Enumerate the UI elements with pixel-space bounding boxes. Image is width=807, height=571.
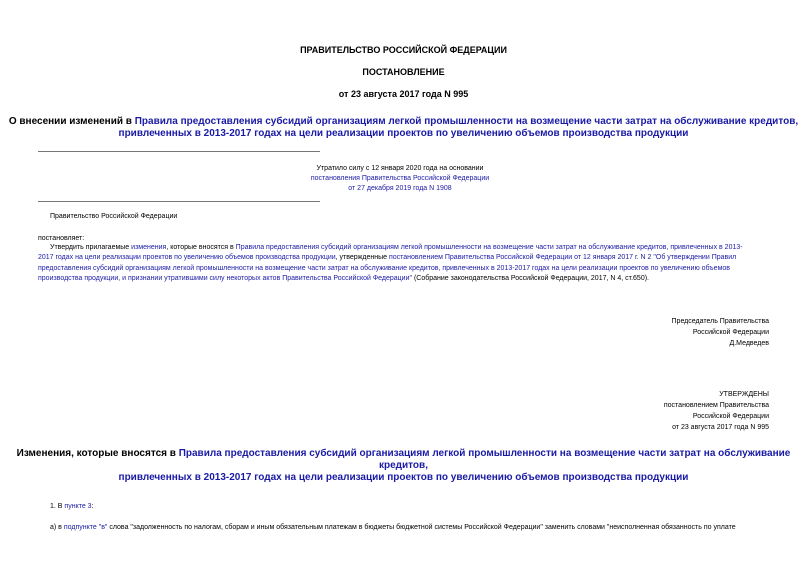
paragraph-text: (Собрание законодательства Российской Федерации, 2017, N 4, ст.650).	[412, 275, 649, 283]
changes-title-prefix: Изменения, которые вносятся в	[16, 448, 179, 459]
item-1-suffix: :	[91, 503, 94, 510]
changes-rules-link-cont[interactable]: привлеченных в 2013-2017 годах на цели реализации проектов по увеличению объемов производства продукции	[118, 472, 689, 483]
changes-link[interactable]: изменения	[131, 244, 167, 251]
signer-position: Председатель Правительства	[671, 318, 769, 325]
item-1-clause-link[interactable]: пункте 3	[64, 503, 92, 510]
approved-date: от 23 августа 2017 года N 995	[672, 424, 769, 431]
government-label: Правительство Российской Федерации	[50, 213, 178, 220]
document-date-number: от 23 августа 2017 года N 995	[338, 89, 469, 99]
signer-name: Д.Медведев	[729, 340, 769, 347]
signer-position-cont: Российской Федерации	[692, 329, 769, 336]
changes-title	[0, 448, 807, 484]
item-a-prefix: а) в	[50, 524, 64, 531]
rules-link-cont[interactable]: 2017 годах на цели реализации проектов по увеличению объемов производства продукции	[38, 254, 336, 262]
resolution-paragraph	[38, 243, 770, 285]
rules-link[interactable]: Правила предоставления субсидий организациям легкой промышленности на возмещение части затрат на обслуживание кредитов, привлеченных в 2013-	[235, 244, 743, 251]
signature-block	[672, 316, 769, 349]
item-a	[50, 523, 770, 533]
item-1	[50, 502, 94, 512]
document-title	[0, 116, 807, 140]
document-type: ПОСТАНОВЛЕНИЕ	[362, 67, 445, 77]
repeal-decree-date-link[interactable]: от 27 декабря 2019 года N 1908	[348, 185, 452, 192]
title-rules-link-cont[interactable]: привлеченных в 2013-2017 годах на цели реализации проектов по увеличению объемов производства продукции	[118, 128, 689, 139]
item-1-prefix: 1. В	[50, 503, 65, 510]
divider-bottom	[38, 201, 320, 202]
decree-2017-link[interactable]: постановлением Правительства Российской Федерации от 12 января 2017 г. N 2 "Об утверждении Правил	[388, 254, 737, 262]
paragraph-text: , которые вносятся в	[166, 244, 236, 251]
status-note	[290, 164, 510, 194]
approved-line: постановлением Правительства	[663, 402, 769, 409]
decree-2017-link-cont[interactable]: предоставления субсидий организациям легкой промышленности на возмещение части затрат на обслуживание кредитов, привлеченных в 2013-2017 годах на цели реализации проектов по увеличению объемов	[38, 264, 730, 272]
item-a-subclause-link[interactable]: подпункте "в"	[63, 524, 108, 531]
paragraph-text: , утвержденные	[335, 254, 389, 262]
divider-top	[38, 151, 320, 152]
approved-block	[664, 389, 769, 433]
resolves-label: постановляет:	[38, 235, 85, 242]
changes-rules-link[interactable]: Правила предоставления субсидий организациям легкой промышленности на возмещение части затрат на обслуживание кредитов,	[178, 448, 791, 471]
item-a-text: слова "задолженность по налогам, сборам и иным обязательным платежам в бюджеты бюджетной системы Российской Федерации" заменить словами "неисполненная обязанность по уплате	[107, 524, 736, 531]
approved-line: Российской Федерации	[692, 413, 769, 420]
status-note-line: Утратило силу с 12 января 2020 года на основании	[316, 165, 484, 172]
title-rules-link[interactable]: Правила предоставления субсидий организациям легкой промышленности на возмещение части затрат на обслуживание кредитов,	[134, 116, 799, 127]
approved-word: УТВЕРЖДЕНЫ	[719, 391, 769, 398]
repeal-decree-link[interactable]: постановления Правительства Российской Федерации	[310, 175, 490, 182]
paragraph-text: Утвердить прилагаемые	[50, 244, 132, 251]
title-prefix: О внесении изменений в	[8, 116, 135, 127]
government-heading: ПРАВИТЕЛЬСТВО РОССИЙСКОЙ ФЕДЕРАЦИИ	[300, 45, 507, 55]
decree-2017-link-end[interactable]: производства продукции, и признании утратившими силу некоторых актов Правительства Российской Федерации"	[38, 275, 412, 283]
